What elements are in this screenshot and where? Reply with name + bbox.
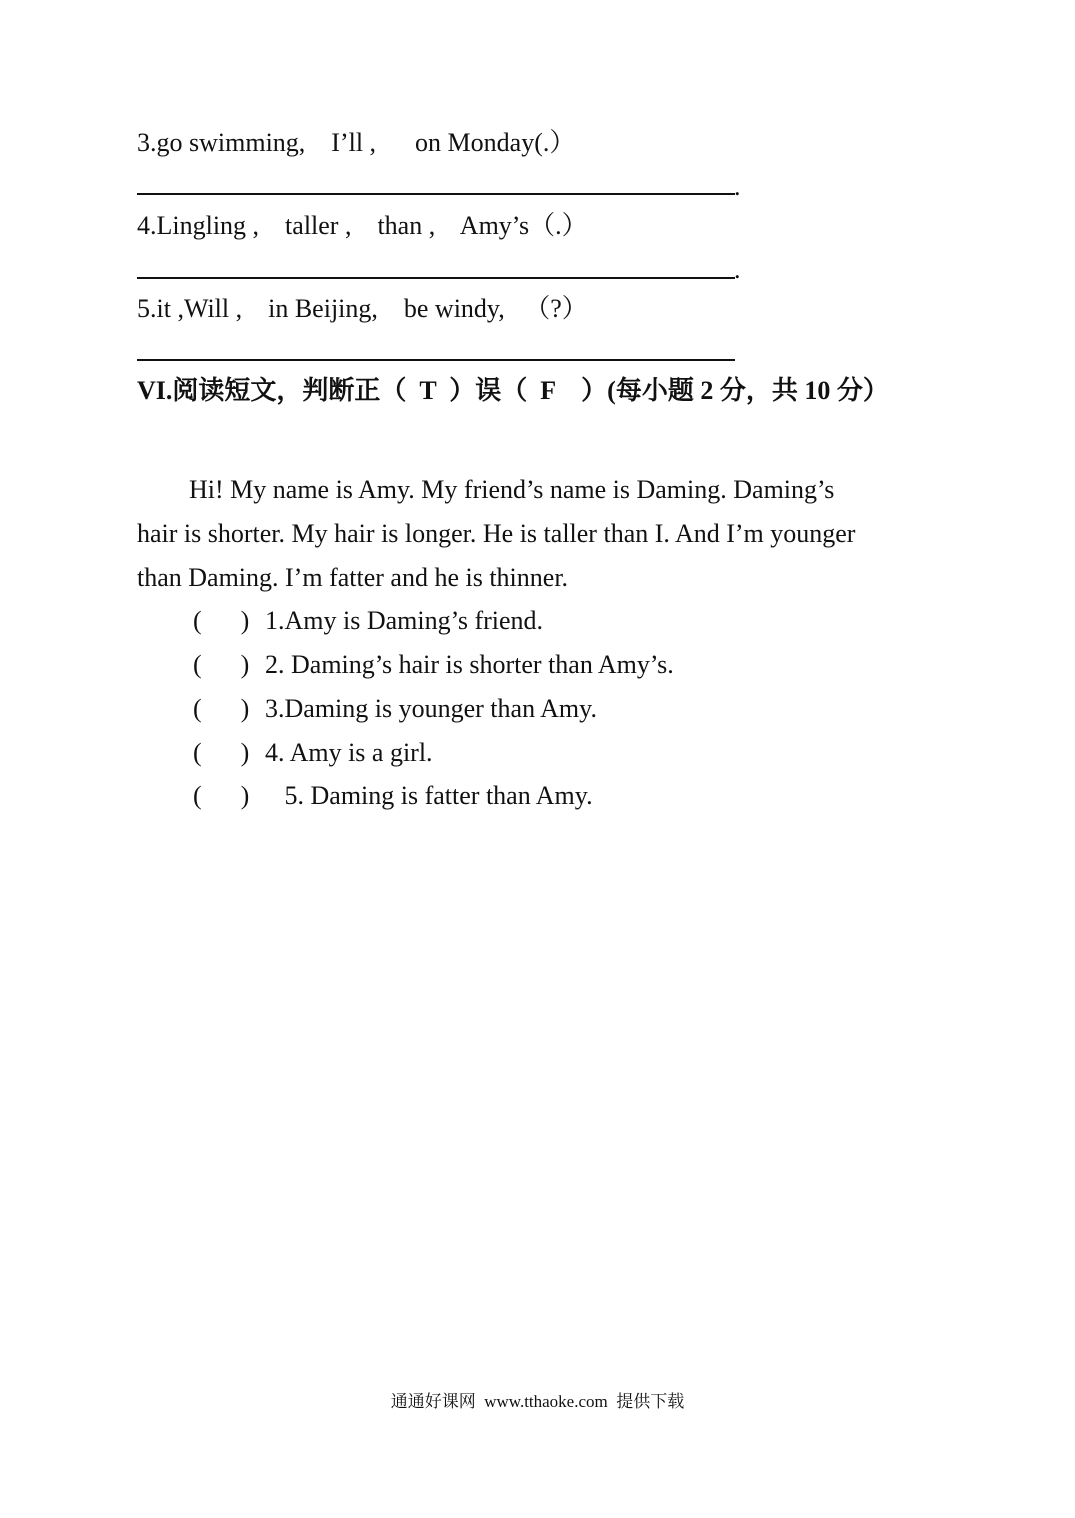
- question-3-answer-line[interactable]: [137, 193, 735, 195]
- passage-line: Hi! My name is Amy. My friend’s name is Daming. Daming’s: [137, 475, 835, 504]
- question-4-prompt: 4.Lingling , taller , than , Amy’s（.）: [137, 211, 588, 240]
- section-vi-heading: VI.阅读短文，判断正（ T ）误（ F ）(每小题 2 分，共 10 分）: [137, 376, 889, 405]
- question-3-end-mark: .: [734, 172, 741, 201]
- page-footer: 通通好课网 www.tthaoke.com 提供下载: [390, 1392, 685, 1411]
- tf-statement: 1.Amy is Daming’s friend.: [265, 606, 544, 635]
- tf-statement: 2. Daming’s hair is shorter than Amy’s.: [265, 650, 674, 679]
- tf-statement: 3.Daming is younger than Amy.: [265, 694, 597, 723]
- answer-blank[interactable]: ( ): [193, 606, 250, 635]
- tf-item-3: [193, 696, 597, 722]
- question-5-answer-line[interactable]: [137, 359, 735, 361]
- question-3-prompt: 3.go swimming, I’ll , on Monday(.）: [137, 128, 576, 157]
- passage-line: hair is shorter. My hair is longer. He is taller than I. And I’m younger: [137, 519, 856, 548]
- answer-blank[interactable]: ( ): [193, 738, 250, 767]
- tf-item-2: [193, 652, 674, 678]
- tf-item-4: [193, 740, 433, 766]
- answer-blank[interactable]: ( ): [193, 650, 250, 679]
- question-5-prompt: 5.it ,Will , in Beijing, be windy, （?）: [137, 294, 588, 323]
- question-4-end-mark: .: [734, 255, 741, 284]
- tf-item-1: [193, 608, 543, 634]
- tf-item-5: [193, 783, 593, 809]
- tf-statement: 5. Daming is fatter than Amy.: [265, 781, 593, 810]
- question-4-answer-line[interactable]: [137, 277, 735, 279]
- passage-line: than Daming. I’m fatter and he is thinner.: [137, 563, 569, 592]
- tf-statement: 4. Amy is a girl.: [265, 738, 433, 767]
- answer-blank[interactable]: ( ): [193, 694, 250, 723]
- answer-blank[interactable]: ( ): [193, 781, 250, 810]
